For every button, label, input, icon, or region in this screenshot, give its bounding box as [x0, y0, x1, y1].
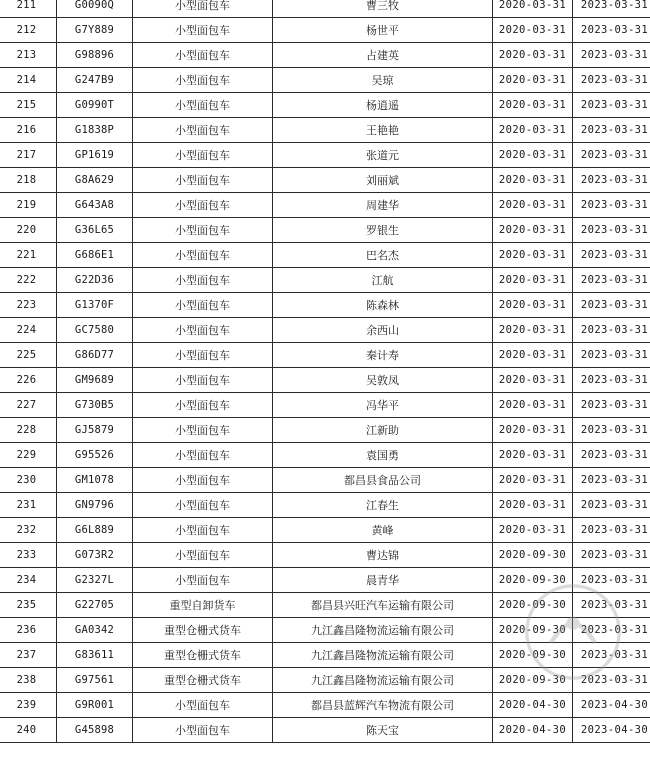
owner-name: 袁国勇	[273, 443, 493, 468]
table-row	[0, 693, 650, 718]
end-date: 2023-03-31	[573, 493, 650, 518]
table-row	[0, 393, 650, 418]
start-date: 2020-03-31	[493, 368, 573, 393]
table-row	[0, 18, 650, 43]
plate-number: G22D36	[57, 268, 133, 293]
table-row	[0, 193, 650, 218]
owner-name: 九江鑫昌隆物流运输有限公司	[273, 668, 493, 693]
owner-name: 余西山	[273, 318, 493, 343]
plate-number: G86D77	[57, 343, 133, 368]
owner-name: 曹三牧	[273, 0, 493, 18]
owner-name: 罗银生	[273, 218, 493, 243]
row-number: 234	[0, 568, 57, 593]
row-number: 235	[0, 593, 57, 618]
end-date: 2023-03-31	[573, 368, 650, 393]
vehicle-type: 重型仓栅式货车	[133, 668, 273, 693]
end-date: 2023-03-31	[573, 418, 650, 443]
end-date: 2023-03-31	[573, 668, 650, 693]
start-date: 2020-09-30	[493, 568, 573, 593]
vehicle-type: 小型面包车	[133, 268, 273, 293]
vehicle-type: 重型仓栅式货车	[133, 643, 273, 668]
owner-name: 占建英	[273, 43, 493, 68]
end-date: 2023-03-31	[573, 18, 650, 43]
row-number: 212	[0, 18, 57, 43]
end-date: 2023-03-31	[573, 443, 650, 468]
row-number: 216	[0, 118, 57, 143]
start-date: 2020-09-30	[493, 618, 573, 643]
end-date: 2023-03-31	[573, 568, 650, 593]
start-date: 2020-03-31	[493, 393, 573, 418]
owner-name: 杨世平	[273, 18, 493, 43]
table-row	[0, 418, 650, 443]
table-row	[0, 68, 650, 93]
end-date: 2023-03-31	[573, 268, 650, 293]
plate-number: GA0342	[57, 618, 133, 643]
owner-name: 黄峰	[273, 518, 493, 543]
plate-number: G6L889	[57, 518, 133, 543]
row-number: 233	[0, 543, 57, 568]
vehicle-type: 小型面包车	[133, 93, 273, 118]
row-number: 218	[0, 168, 57, 193]
start-date: 2020-03-31	[493, 43, 573, 68]
plate-number: GC7580	[57, 318, 133, 343]
start-date: 2020-09-30	[493, 543, 573, 568]
start-date: 2020-03-31	[493, 218, 573, 243]
end-date: 2023-03-31	[573, 43, 650, 68]
owner-name: 冯华平	[273, 393, 493, 418]
vehicle-type: 小型面包车	[133, 468, 273, 493]
plate-number: G95526	[57, 443, 133, 468]
vehicle-type: 小型面包车	[133, 518, 273, 543]
row-number: 232	[0, 518, 57, 543]
vehicle-type: 小型面包车	[133, 368, 273, 393]
owner-name: 江航	[273, 268, 493, 293]
start-date: 2020-03-31	[493, 243, 573, 268]
start-date: 2020-03-31	[493, 193, 573, 218]
plate-number: G686E1	[57, 243, 133, 268]
end-date: 2023-03-31	[573, 143, 650, 168]
end-date: 2023-03-31	[573, 468, 650, 493]
table-row	[0, 93, 650, 118]
owner-name: 巴名杰	[273, 243, 493, 268]
owner-name: 都昌县兴旺汽车运输有限公司	[273, 593, 493, 618]
plate-number: G730B5	[57, 393, 133, 418]
vehicle-type: 小型面包车	[133, 718, 273, 743]
table-row	[0, 643, 650, 668]
end-date: 2023-03-31	[573, 393, 650, 418]
table-row	[0, 518, 650, 543]
row-number: 240	[0, 718, 57, 743]
vehicle-type: 小型面包车	[133, 193, 273, 218]
plate-number: G1838P	[57, 118, 133, 143]
vehicle-type: 小型面包车	[133, 568, 273, 593]
start-date: 2020-03-31	[493, 493, 573, 518]
vehicle-type: 小型面包车	[133, 243, 273, 268]
vehicle-type: 小型面包车	[133, 343, 273, 368]
table-row	[0, 368, 650, 393]
plate-number: G83611	[57, 643, 133, 668]
start-date: 2020-03-31	[493, 343, 573, 368]
owner-name: 都昌县食品公司	[273, 468, 493, 493]
table-row	[0, 0, 650, 18]
start-date: 2020-03-31	[493, 0, 573, 18]
vehicle-type: 小型面包车	[133, 118, 273, 143]
plate-number: G98896	[57, 43, 133, 68]
start-date: 2020-09-30	[493, 668, 573, 693]
vehicle-type: 小型面包车	[133, 318, 273, 343]
row-number: 220	[0, 218, 57, 243]
table-row	[0, 318, 650, 343]
vehicle-type: 小型面包车	[133, 143, 273, 168]
vehicle-type: 小型面包车	[133, 543, 273, 568]
end-date: 2023-03-31	[573, 318, 650, 343]
table-row	[0, 143, 650, 168]
end-date: 2023-03-31	[573, 293, 650, 318]
row-number: 219	[0, 193, 57, 218]
vehicle-type: 小型面包车	[133, 68, 273, 93]
row-number: 213	[0, 43, 57, 68]
owner-name: 刘丽斌	[273, 168, 493, 193]
owner-name: 杨逍遥	[273, 93, 493, 118]
table-row	[0, 543, 650, 568]
owner-name: 吴敦凤	[273, 368, 493, 393]
vehicle-type: 小型面包车	[133, 18, 273, 43]
end-date: 2023-03-31	[573, 243, 650, 268]
vehicle-type: 重型仓栅式货车	[133, 618, 273, 643]
row-number: 228	[0, 418, 57, 443]
row-number: 237	[0, 643, 57, 668]
start-date: 2020-03-31	[493, 143, 573, 168]
start-date: 2020-03-31	[493, 443, 573, 468]
end-date: 2023-03-31	[573, 118, 650, 143]
end-date: 2023-03-31	[573, 218, 650, 243]
table-row	[0, 43, 650, 68]
table-row	[0, 118, 650, 143]
plate-number: G7Y889	[57, 18, 133, 43]
owner-name: 王艳艳	[273, 118, 493, 143]
row-number: 230	[0, 468, 57, 493]
owner-name: 张道元	[273, 143, 493, 168]
owner-name: 都昌县蓝辉汽车物流有限公司	[273, 693, 493, 718]
vehicle-type: 小型面包车	[133, 293, 273, 318]
start-date: 2020-03-31	[493, 118, 573, 143]
table-row	[0, 443, 650, 468]
row-number: 211	[0, 0, 57, 18]
start-date: 2020-03-31	[493, 518, 573, 543]
table-row	[0, 343, 650, 368]
end-date: 2023-04-30	[573, 718, 650, 743]
start-date: 2020-03-31	[493, 468, 573, 493]
row-number: 225	[0, 343, 57, 368]
row-number: 224	[0, 318, 57, 343]
owner-name: 江新助	[273, 418, 493, 443]
table-row	[0, 168, 650, 193]
end-date: 2023-03-31	[573, 518, 650, 543]
start-date: 2020-03-31	[493, 293, 573, 318]
row-number: 238	[0, 668, 57, 693]
plate-number: GJ5879	[57, 418, 133, 443]
start-date: 2020-03-31	[493, 18, 573, 43]
start-date: 2020-03-31	[493, 318, 573, 343]
table-row	[0, 468, 650, 493]
row-number: 227	[0, 393, 57, 418]
row-number: 214	[0, 68, 57, 93]
plate-number: G247B9	[57, 68, 133, 93]
vehicle-type: 小型面包车	[133, 443, 273, 468]
plate-number: G1370F	[57, 293, 133, 318]
owner-name: 九江鑫昌隆物流运输有限公司	[273, 643, 493, 668]
end-date: 2023-03-31	[573, 93, 650, 118]
end-date: 2023-03-31	[573, 643, 650, 668]
end-date: 2023-03-31	[573, 543, 650, 568]
start-date: 2020-04-30	[493, 718, 573, 743]
row-number: 239	[0, 693, 57, 718]
vehicle-type: 小型面包车	[133, 693, 273, 718]
start-date: 2020-03-31	[493, 93, 573, 118]
plate-number: GM1078	[57, 468, 133, 493]
plate-number: G2327L	[57, 568, 133, 593]
table-row	[0, 293, 650, 318]
vehicle-type: 小型面包车	[133, 43, 273, 68]
plate-number: G36L65	[57, 218, 133, 243]
plate-number: G9R001	[57, 693, 133, 718]
plate-number: G643A8	[57, 193, 133, 218]
table-row	[0, 668, 650, 693]
start-date: 2020-04-30	[493, 693, 573, 718]
row-number: 222	[0, 268, 57, 293]
start-date: 2020-09-30	[493, 593, 573, 618]
table-row	[0, 618, 650, 643]
owner-name: 九江鑫昌隆物流运输有限公司	[273, 618, 493, 643]
plate-number: G8A629	[57, 168, 133, 193]
end-date: 2023-03-31	[573, 68, 650, 93]
owner-name: 晨青华	[273, 568, 493, 593]
vehicle-type: 小型面包车	[133, 218, 273, 243]
vehicle-type: 重型自卸货车	[133, 593, 273, 618]
owner-name: 曹达锦	[273, 543, 493, 568]
vehicle-type: 小型面包车	[133, 418, 273, 443]
row-number: 231	[0, 493, 57, 518]
table-row	[0, 568, 650, 593]
plate-number: G22705	[57, 593, 133, 618]
owner-name: 周建华	[273, 193, 493, 218]
vehicle-type: 小型面包车	[133, 493, 273, 518]
plate-number: G073R2	[57, 543, 133, 568]
start-date: 2020-03-31	[493, 68, 573, 93]
plate-number: G97561	[57, 668, 133, 693]
table-row	[0, 718, 650, 743]
end-date: 2023-03-31	[573, 343, 650, 368]
vehicle-type: 小型面包车	[133, 168, 273, 193]
owner-name: 秦计寿	[273, 343, 493, 368]
plate-number: GN9796	[57, 493, 133, 518]
start-date: 2020-03-31	[493, 418, 573, 443]
plate-number: G0090Q	[57, 0, 133, 18]
end-date: 2023-03-31	[573, 168, 650, 193]
table-row	[0, 493, 650, 518]
end-date: 2023-03-31	[573, 593, 650, 618]
table-row	[0, 218, 650, 243]
vehicle-type: 小型面包车	[133, 0, 273, 18]
row-number: 215	[0, 93, 57, 118]
row-number: 236	[0, 618, 57, 643]
row-number: 223	[0, 293, 57, 318]
table-row	[0, 243, 650, 268]
plate-number: G45898	[57, 718, 133, 743]
end-date: 2023-03-31	[573, 618, 650, 643]
vehicle-type: 小型面包车	[133, 393, 273, 418]
start-date: 2020-03-31	[493, 168, 573, 193]
start-date: 2020-03-31	[493, 268, 573, 293]
start-date: 2020-09-30	[493, 643, 573, 668]
row-number: 229	[0, 443, 57, 468]
table-row	[0, 593, 650, 618]
plate-number: GP1619	[57, 143, 133, 168]
plate-number: G0990T	[57, 93, 133, 118]
plate-number: GM9689	[57, 368, 133, 393]
owner-name: 江春生	[273, 493, 493, 518]
table-row	[0, 268, 650, 293]
row-number: 226	[0, 368, 57, 393]
row-number: 221	[0, 243, 57, 268]
owner-name: 陈森林	[273, 293, 493, 318]
end-date: 2023-04-30	[573, 693, 650, 718]
row-number: 217	[0, 143, 57, 168]
owner-name: 吴琼	[273, 68, 493, 93]
owner-name: 陈天宝	[273, 718, 493, 743]
end-date: 2023-03-31	[573, 193, 650, 218]
end-date: 2023-03-31	[573, 0, 650, 18]
